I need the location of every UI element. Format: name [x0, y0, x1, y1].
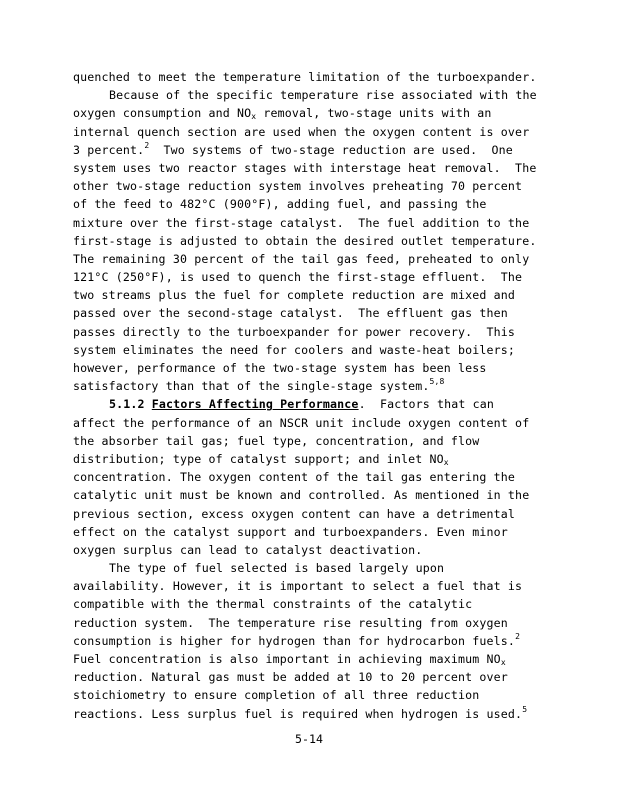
text-line [73, 104, 553, 122]
text-line: compatible with the thermal constraints of the catalytic [73, 597, 473, 612]
text-line: of the feed to 482°C (900°F), adding fuel, and passing the [73, 197, 487, 212]
text-line: concentration. The oxygen content of the tail gas entering the [73, 470, 516, 485]
paragraph-quench-continuation [73, 68, 553, 86]
footnote-ref: 5 [522, 704, 528, 714]
section-title: Factors Affecting Performance [151, 397, 359, 412]
paragraph-two-stage-units [73, 86, 553, 395]
text-line: Because of the specific temperature rise associated with the [109, 88, 537, 103]
text-line: stoichiometry to ensure completion of all three reduction [73, 688, 480, 703]
text-line: system eliminates the need for coolers and waste-heat boilers; [73, 342, 516, 357]
text-segment: consumption is higher for hydrogen than for hydrocarbon fuels. [73, 633, 516, 648]
text-line: The type of fuel selected is based largely upon [109, 561, 445, 576]
text-line: other two-stage reduction system involves preheating 70 percent [73, 179, 523, 194]
section-number: 5.1.2 [109, 397, 145, 412]
text-segment: . Factors that can [358, 397, 495, 412]
text-segment: 3 percent. [73, 142, 145, 157]
text-line: the absorber tail gas; fuel type, concentration, and flow [73, 433, 480, 448]
footnote-ref: 5,8 [429, 377, 445, 387]
footnote-ref: 2 [144, 140, 150, 150]
text-line: two streams plus the fuel for complete reduction are mixed and [73, 288, 516, 303]
text-line: first-stage is adjusted to obtain the desired outlet temperature. [73, 233, 537, 248]
page-number: 5-14 [295, 732, 323, 746]
text-line: 121°C (250°F), is used to quench the first-stage effluent. The [73, 270, 523, 285]
text-line [73, 141, 553, 159]
text-line [73, 377, 553, 395]
text-line: quenched to meet the temperature limitation of the turboexpander. [73, 70, 537, 84]
text-line [73, 632, 553, 650]
text-line: oxygen surplus can lead to catalyst deactivation. [73, 542, 423, 557]
text-line [73, 705, 553, 723]
text-segment: reactions. Less surplus fuel is required when hydrogen is used. [73, 706, 523, 721]
text-line: reduction. Natural gas must be added at 10 to 20 percent over [73, 670, 508, 685]
text-line [73, 650, 553, 668]
subscript: x [251, 112, 257, 122]
text-segment: oxygen consumption and NO [73, 106, 252, 121]
text-line: availability. However, it is important to select a fuel that is [73, 579, 523, 594]
section-heading-line [73, 395, 553, 413]
text-line: previous section, excess oxygen content can have a detrimental [73, 506, 516, 521]
text-segment: Two systems of two-stage reduction are used. One [149, 142, 513, 157]
text-line: mixture over the first-stage catalyst. The fuel addition to the [73, 215, 530, 230]
text-segment: removal, two-stage units with an [256, 106, 492, 121]
text-line: catalytic unit must be known and controlled. As mentioned in the [73, 488, 530, 503]
subscript: x [443, 457, 449, 467]
text-line: effect on the catalyst support and turboexpanders. Even minor [73, 524, 508, 539]
section-factors-affecting-performance [73, 395, 553, 559]
subscript: x [500, 658, 506, 667]
paragraph-fuel-type [73, 559, 553, 723]
text-line: reduction system. The temperature rise resulting from oxygen [73, 615, 508, 630]
text-segment: satisfactory than that of the single-stage system. [73, 379, 430, 394]
text-line: affect the performance of an NSCR unit include oxygen content of [73, 415, 530, 430]
text-segment: Fuel concentration is also important in achieving maximum NO [73, 652, 501, 666]
text-line: The remaining 30 percent of the tail gas feed, preheated to only [73, 251, 530, 266]
text-segment: distribution; type of catalyst support; and inlet NO [73, 451, 444, 466]
text-line: passed over the second-stage catalyst. The effluent gas then [73, 306, 508, 321]
document-page [73, 68, 553, 723]
text-line: however, performance of the two-stage system has been less [73, 361, 487, 375]
text-line: system uses two reactor stages with interstage heat removal. The [73, 160, 537, 175]
text-line: passes directly to the turboexpander for power recovery. This [73, 324, 516, 339]
text-line [73, 450, 553, 468]
text-line: internal quench section are used when the oxygen content is over [73, 124, 530, 139]
footnote-ref: 2 [515, 631, 521, 641]
